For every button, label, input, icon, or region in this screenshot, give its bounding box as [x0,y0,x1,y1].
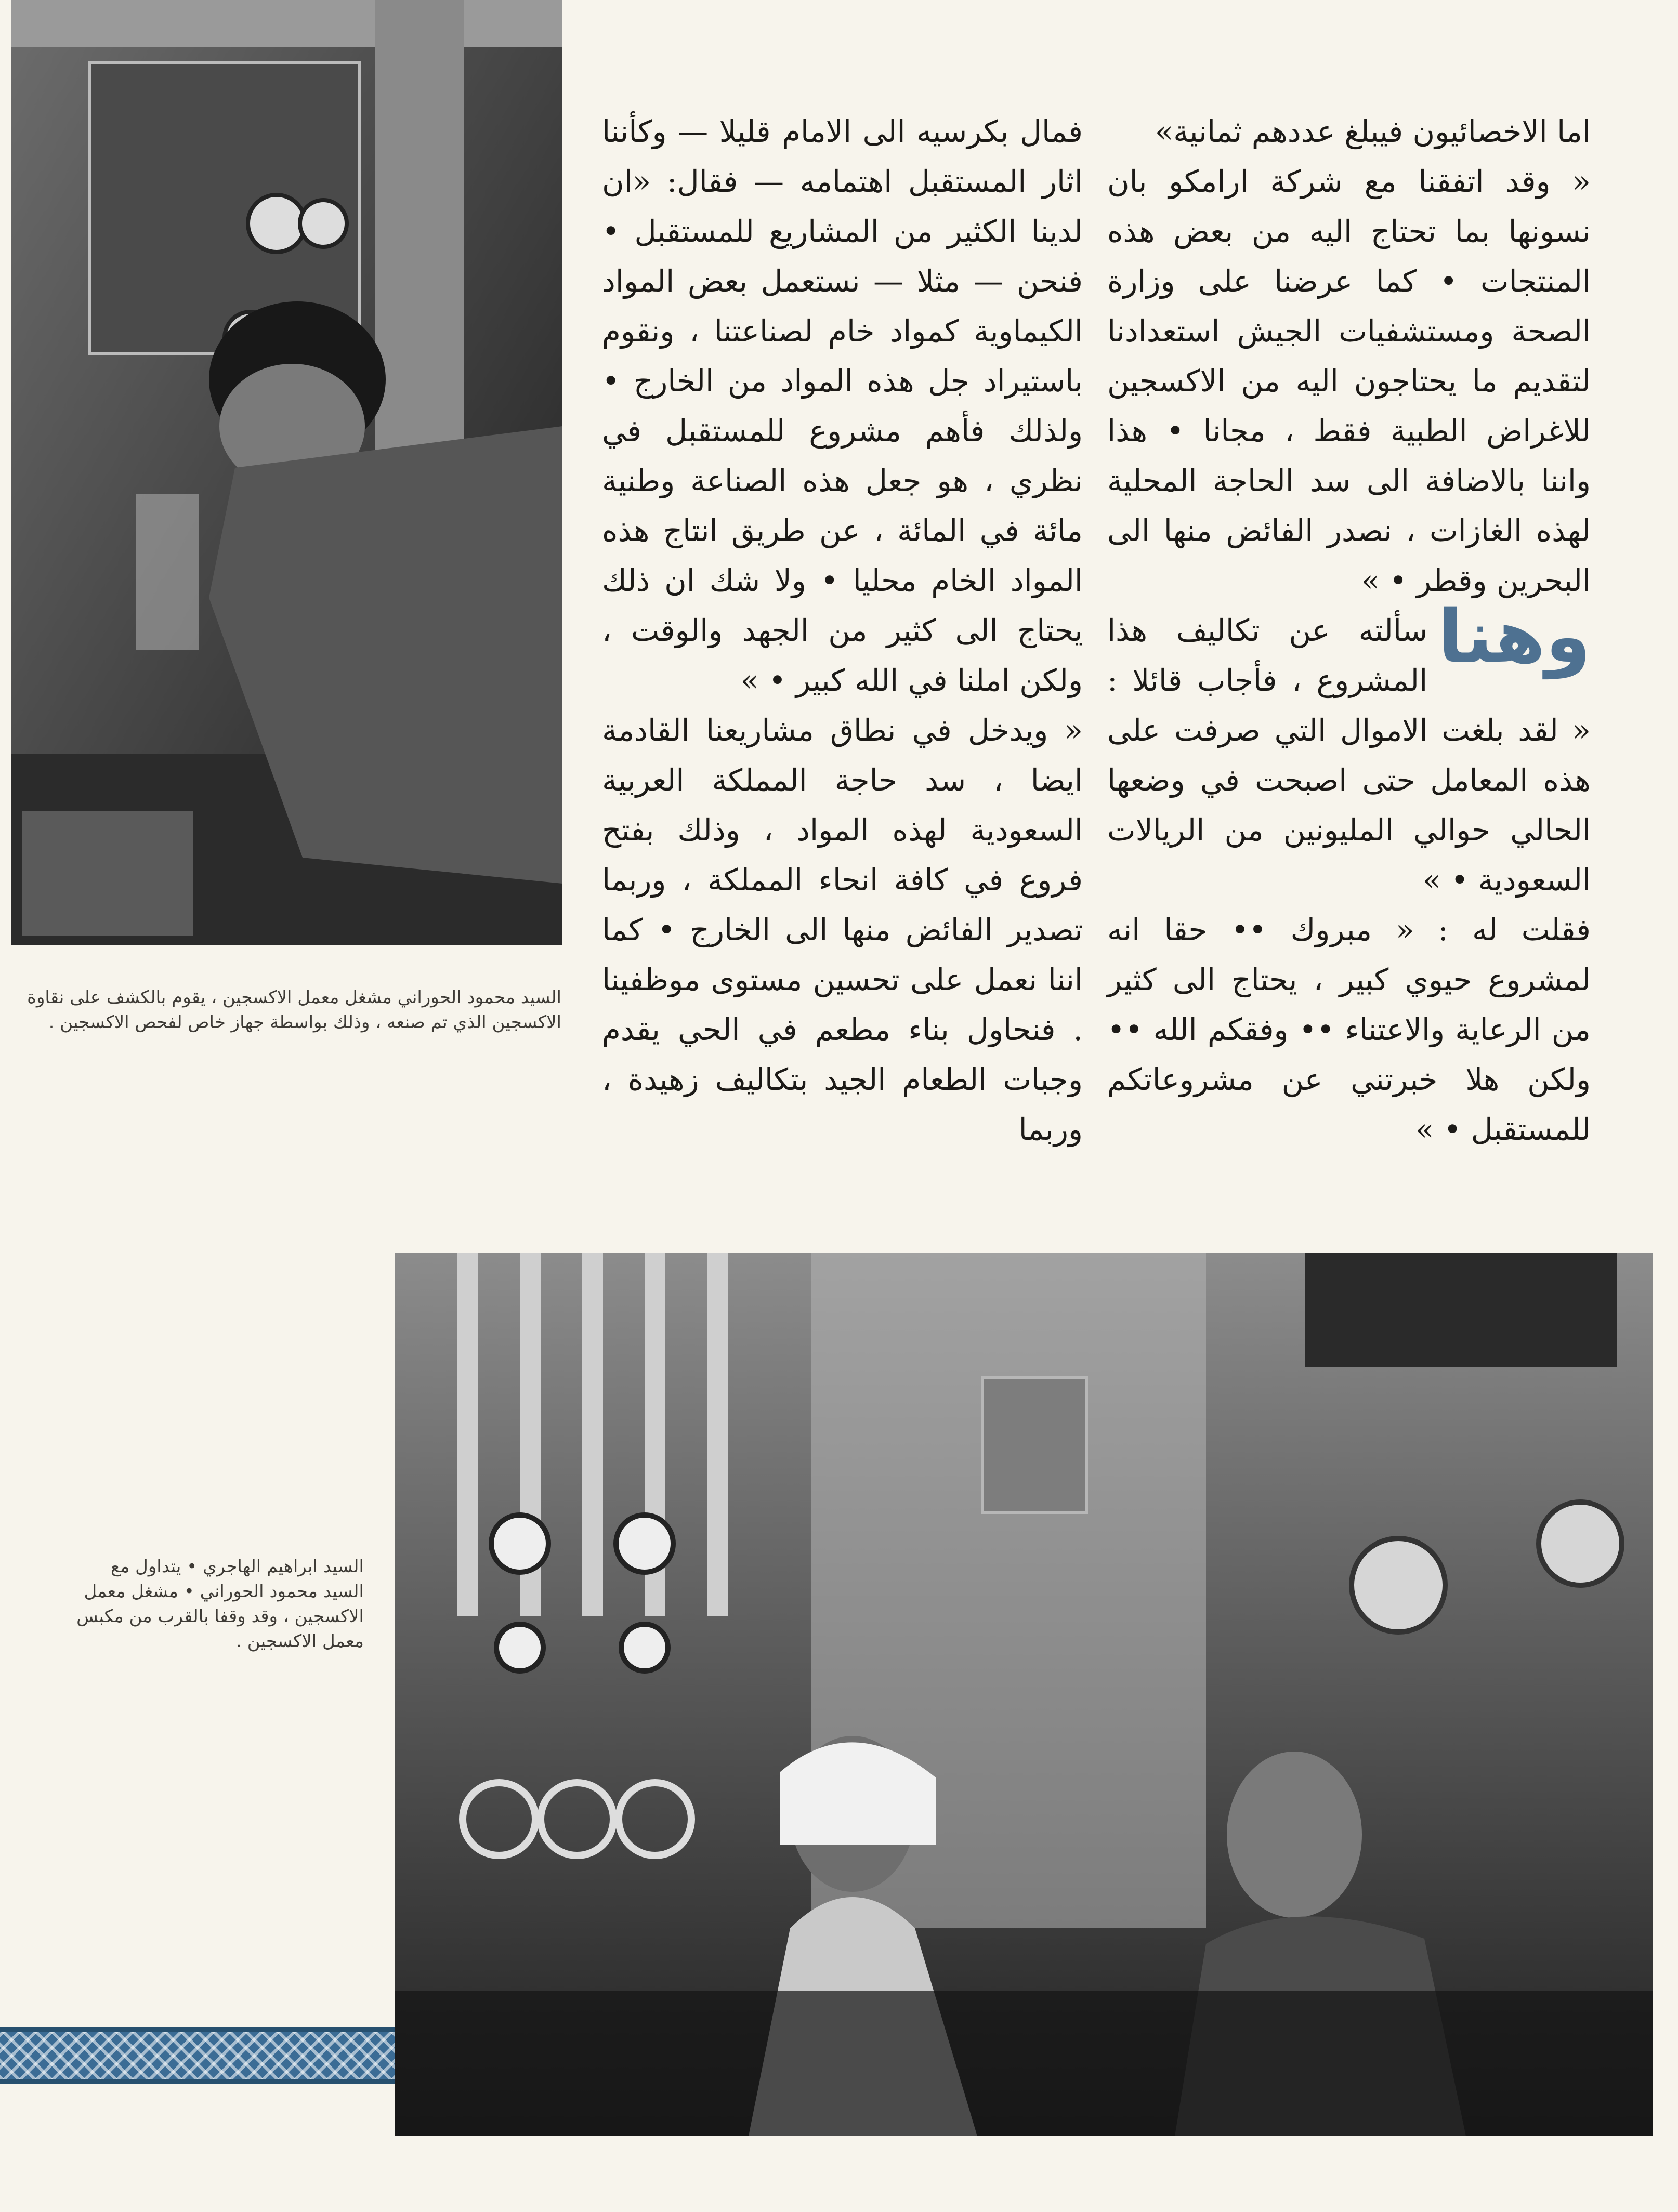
dropcap: وهنا [1438,595,1591,679]
photo-two-men-at-compressor [395,1253,1653,2136]
photo-caption-bottom: السيد ابراهيم الهاجري • يتداول مع السيد محمود الحوراني • مشغل معمل الاكسجين ، وقد وقفا بالقرب من مكبس معمل الاكسجين . [76,1556,364,1652]
photo-caption-top: السيد محمود الحوراني مشغل معمل الاكسجين ، يقوم بالكشف على نقاوة الاكسجين الذي تم صنعه ، وذلك بواسطة جهاز خاص لفحص الاكسجين . [27,987,561,1033]
paragraph: « وقد اتفقنا مع شركة ارامكو بان نسونها بما تحتاج اليه من بعض هذه المنتجات • كما عرضنا على وزارة الصحة ومستشفيات الجيش استعدادنا لتقديم ما يحتاجون اليه من الاكسجين للاغراض الطبية فقط ، مجانا • هذا واننا بالاضافة الى سد الحاجة المحلية لهذه الغازات ، نصدر الفائض منها الى البحرين وقطر • » [1107,164,1591,598]
ornamental-border-band [0,2027,395,2084]
dropcap-paragraph [1107,595,1591,905]
paragraph: فمال بكرسيه الى الامام قليلا — وكأننا اثار المستقبل اهتمامه — فقال: «ان لدينا الكثير من المشاريع للمستقبل • فنحن — مثلا — نستعمل بعض المواد الكيماوية كمواد خام لصناعتنا ، ونقوم باستيراد جل هذه المواد من الخارج • ولذلك فأهم مشروع للمستقبل في نظري ، هو جعل هذه الصناعة وطنية مائة في المائة ، عن طريق انتاج هذه المواد الخام محليا • ولا شك ان ذلك يحتاج الى كثير من الجهد والوقت ، ولكن املنا في الله كبير • » [602,114,1083,698]
article-column-middle [602,107,1083,1154]
paragraph: « ويدخل في نطاق مشاريعنا القادمة ايضا ، سد حاجة المملكة العربية السعودية لهذه المواد ، وذلك بفتح فروع في كافة انحاء المملكة ، وربما تصدير الفائض منها الى الخارج • كما اننا نعمل على تحسين مستوى موظفينا . فنحاول بناء مطعم في الحي يقدم وجبات الطعام الجيد بتكاليف زهيدة ، وربما [602,713,1083,1147]
paragraph: فقلت له : « مبروك •• حقا انه لمشروع حيوي كبير ، يحتاج الى كثير من الرعاية والاعتناء •• وفقكم الله •• ولكن هلا خبرتني عن مشروعاتكم للمستقبل • » [1107,912,1591,1147]
article-column-right [1107,107,1591,1154]
photo-compressor-illustration [395,1253,1653,2136]
paragraph-text: سألته عن تكاليف هذا المشروع ، فأجاب قائلا : « لقد بلغت الاموال التي صرفت على هذه المعامل حتى اصبحت في وضعها الحالي حوالي المليونين من الريالات السعودية • » [1107,613,1591,898]
paragraph: اما الاخصائيون فيبلغ عددهم ثمانية» [1155,114,1591,149]
photo-technician-testing-oxygen [11,0,562,945]
photo-technician-illustration [11,0,562,945]
